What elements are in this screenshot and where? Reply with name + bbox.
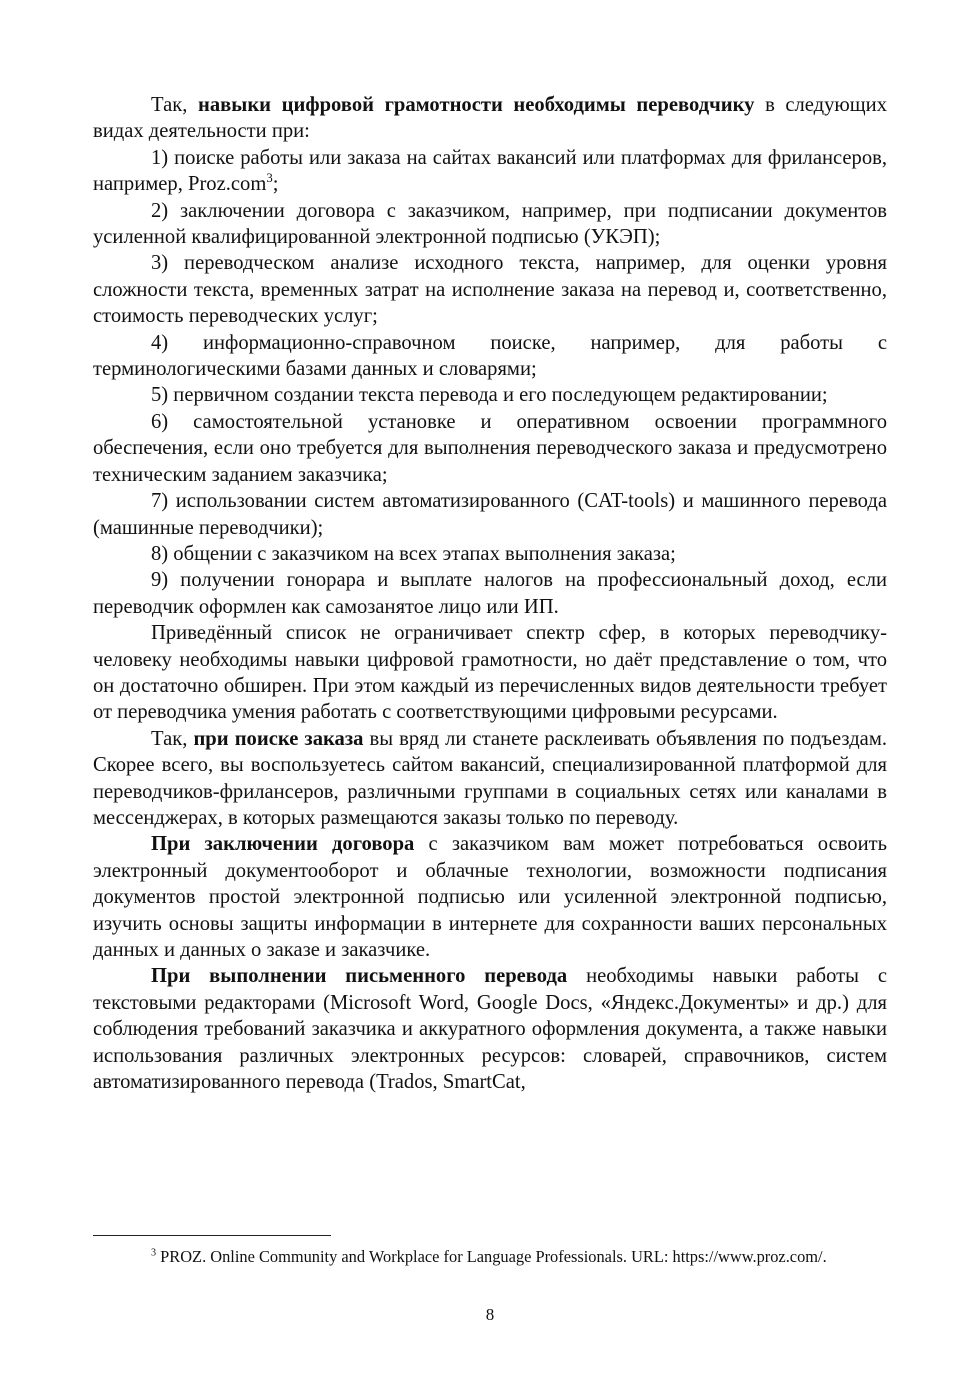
page-number: 8: [485, 1305, 495, 1324]
intro-paragraph: Так, навыки цифровой грамотности необходимы переводчику в следующих видах деятельности при:: [93, 94, 887, 143]
list-item: 7) использовании систем автоматизированного (CAT-tools) и машинного перевода (машинные переводчики);: [93, 490, 887, 539]
search-paragraph: Так, при поиске заказа вы вряд ли станете расклеивать объявления по подъездам. Скорее всего, вы воспользуетесь сайтом вакансий, специализированной платформой для переводчиков-фрилансеров, различными группами в социальных сетях или каналами в мессенджерах, в которых размещаются заказы только по переводу.: [93, 727, 887, 829]
summary-paragraph: Приведённый список не ограничивает спектр сфер, в которых переводчику-человеку необходимы навыки цифровой грамотности, но даёт представление о том, что он достаточно обширен. При этом каждый из перечисленных видов деятельности требует от переводчика умения работать с соответствующими цифровыми ресурсами.: [93, 622, 887, 724]
page-body: [93, 92, 887, 1095]
translation-paragraph: При выполнении письменного перевода необходимы навыки работы с текстовыми редакторами (Microsoft Word, Google Docs, «Яндекс.Документы» и др.) для соблюдения требований заказчика и аккуратного оформления документа, а также навыки использования различных электронных ресурсов: словарей, справочников, систем автоматизированного перевода (Trados, SmartCat,: [93, 965, 887, 1094]
list-item: 3) переводческом анализе исходного текста, например, для оценки уровня сложности текста, временных затрат на исполнение заказа на перевод и, соответственно, стоимость переводческих услуг;: [93, 252, 887, 328]
list-item: 5) первичном создании текста перевода и его последующем редактировании;: [151, 384, 828, 407]
contract-paragraph: При заключении договора с заказчиком вам может потребоваться освоить электронный документооборот и облачные технологии, возможности подписания документов простой электронной подписью или усиленной электронной подписью, изучить основы защиты информации в интернете для сохранности ваших персональных данных и данных о заказе и заказчике.: [93, 833, 888, 961]
footnote: $^3$ PROZ. Online Community and Workplace for Language Professionals. URL: https://www.proz.com/.: [151, 1247, 827, 1266]
list-item: 4) информационно-справочном поиске, например, для работы с терминологическими базами данных и словарями;: [93, 331, 887, 381]
list-item: 8) общении с заказчиком на всех этапах выполнения заказа;: [151, 542, 676, 565]
intro-bold: навыки цифровой грамотности необходимы переводчику: [197, 94, 755, 116]
list-item: 6) самостоятельной установке и оперативном освоении программного обеспечения, если оно требуется для выполнения переводческого заказа и предусмотрено техническим заданием заказчика;: [93, 410, 887, 486]
list-item: 1) поиске работы или заказа на сайтах вакансий или платформах для фрилансеров, например, Proz.com$^3$;: [93, 146, 887, 196]
footnote-ref[interactable]: 3: [266, 171, 273, 186]
list-item: 2) заключении договора с заказчиком, например, при подписании документов усиленной квалифицированной электронной подписью (УКЭП);: [93, 199, 887, 249]
list-item: 9) получении гонорара и выплате налогов на профессиональный доход, если переводчик оформлен как самозанятое лицо или ИП.: [93, 569, 887, 618]
footnote-divider: [93, 1235, 331, 1236]
